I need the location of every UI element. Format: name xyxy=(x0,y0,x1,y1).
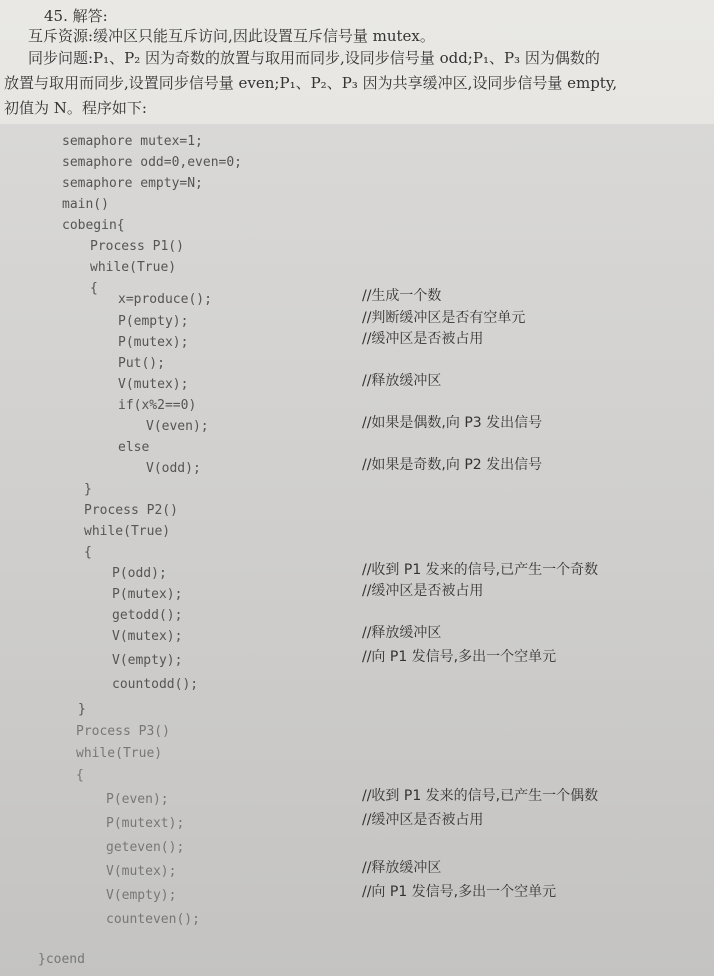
code-line: if(x%2==0) xyxy=(118,398,197,413)
question-number: 45. 解答: xyxy=(44,7,108,25)
code-line: counteven(); xyxy=(106,912,200,927)
code-line: V(mutex); xyxy=(106,864,177,879)
code-line: while(True) xyxy=(84,524,171,539)
code-line: getodd(); xyxy=(112,608,183,623)
code-line: while(True) xyxy=(76,746,163,761)
code-line: P(empty); xyxy=(118,314,189,329)
sync-problem-line-1: 同步问题:P₁、P₂ 因为奇数的放置与取用而同步,设同步信号量 odd;P₁、P₃ 因为偶数的 xyxy=(28,49,600,67)
code-line: Process P2() xyxy=(84,503,178,518)
code-comment: //向 P1 发信号,多出一个空单元 xyxy=(362,884,557,900)
code-line: else xyxy=(118,440,150,455)
code-block xyxy=(0,124,714,976)
code-line: semaphore mutex=1; xyxy=(62,134,203,149)
code-comment: //如果是偶数,向 P3 发出信号 xyxy=(362,415,543,431)
sync-problem-line-3: 初值为 N。程序如下: xyxy=(4,99,147,117)
code-comment: //生成一个数 xyxy=(362,288,442,304)
code-line: geteven(); xyxy=(106,840,185,855)
code-line: V(odd); xyxy=(146,461,201,476)
code-line: P(odd); xyxy=(112,566,167,581)
code-line: semaphore odd=0,even=0; xyxy=(62,155,243,170)
code-line: Put(); xyxy=(118,356,165,371)
code-line: countodd(); xyxy=(112,677,199,692)
code-comment: //缓冲区是否被占用 xyxy=(362,331,484,347)
code-line: while(True) xyxy=(90,260,177,275)
code-line: Process P1() xyxy=(90,239,184,254)
code-line: cobegin{ xyxy=(62,218,125,233)
code-line: semaphore empty=N; xyxy=(62,176,203,191)
code-line: P(mutext); xyxy=(106,816,185,831)
code-line: { xyxy=(76,768,84,783)
code-line: x=produce(); xyxy=(118,292,212,307)
code-line: V(even); xyxy=(146,419,209,434)
code-line: { xyxy=(84,545,92,560)
code-line: P(mutex); xyxy=(112,587,183,602)
code-comment: //向 P1 发信号,多出一个空单元 xyxy=(362,649,557,665)
code-comment: //缓冲区是否被占用 xyxy=(362,583,484,599)
code-line: V(empty); xyxy=(112,653,183,668)
code-line: main() xyxy=(62,197,109,212)
code-comment: //收到 P1 发来的信号,已产生一个奇数 xyxy=(362,562,599,578)
code-line: Process P3() xyxy=(76,724,170,739)
sync-problem-line-2: 放置与取用而同步,设置同步信号量 even;P₁、P₂、P₃ 因为共享缓冲区,设同步信号量 empty, xyxy=(4,74,618,92)
code-comment: //释放缓冲区 xyxy=(362,860,442,876)
code-comment: //如果是奇数,向 P2 发出信号 xyxy=(362,457,543,473)
code-line: P(even); xyxy=(106,792,169,807)
mutex-resource-text: 互斥资源:缓冲区只能互斥访问,因此设置互斥信号量 mutex。 xyxy=(28,27,435,45)
code-line: }coend xyxy=(38,952,85,967)
code-line: P(mutex); xyxy=(118,335,189,350)
code-comment: //收到 P1 发来的信号,已产生一个偶数 xyxy=(362,788,599,804)
code-comment: //释放缓冲区 xyxy=(362,625,442,641)
code-line: { xyxy=(90,281,98,296)
code-comment: //判断缓冲区是否有空单元 xyxy=(362,310,526,326)
code-line: } xyxy=(84,482,92,497)
code-line: } xyxy=(78,702,86,717)
code-line: V(empty); xyxy=(106,888,177,903)
code-comment: //缓冲区是否被占用 xyxy=(362,812,484,828)
code-line: V(mutex); xyxy=(118,377,189,392)
code-comment: //释放缓冲区 xyxy=(362,373,442,389)
code-line: V(mutex); xyxy=(112,629,183,644)
